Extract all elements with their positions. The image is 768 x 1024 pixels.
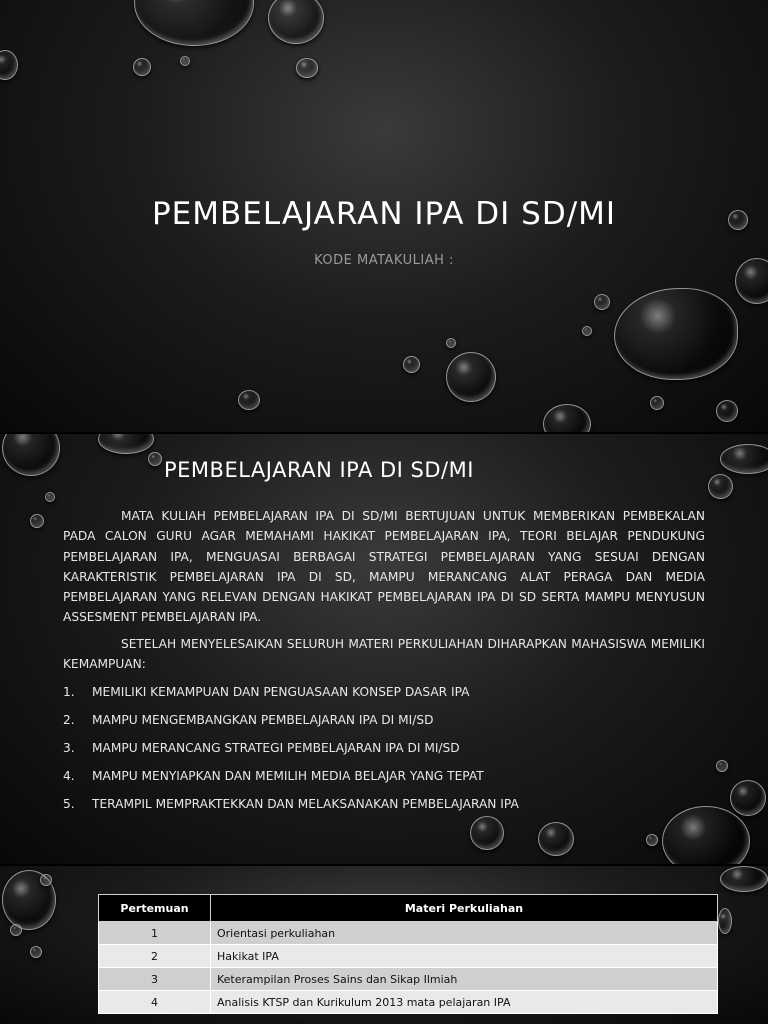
column-header-pertemuan: Pertemuan [99,895,211,922]
water-drop-decoration [582,326,592,336]
slide-title: PEMBELAJARAN IPA DI SD/MI [151,196,617,232]
list-number: 5. [63,797,75,811]
water-drop-decoration [594,294,610,310]
water-drop-decoration [716,760,728,772]
water-drop-decoration [662,806,750,864]
list-number: 3. [63,741,75,755]
water-drop-decoration [2,434,60,476]
water-drop-decoration [403,356,420,373]
column-header-materi: Materi Perkuliahan [211,895,718,922]
water-drop-decoration [543,404,591,432]
water-drop-decoration [718,908,732,934]
cell-materi: Hakikat IPA [211,945,718,968]
water-drop-decoration [650,396,664,410]
water-drop-decoration [180,56,190,66]
course-description [63,506,705,628]
cell-pertemuan: 3 [99,968,211,991]
list-item [63,766,519,794]
water-drop-decoration [10,924,22,936]
list-number: 2. [63,713,75,727]
water-drop-decoration [296,58,318,78]
list-text: MAMPU MENYIAPKAN DAN MEMILIH MEDIA BELAJAR YANG TEPAT [92,769,484,783]
cell-pertemuan: 4 [99,991,211,1014]
water-drop-decoration [40,874,52,886]
water-drop-decoration [148,452,162,466]
slide-subtitle: KODE MATAKULIAH : [314,253,454,268]
course-schedule-table [98,894,718,1014]
water-drop-decoration [720,866,768,892]
water-drop-decoration [134,0,254,46]
table-row [99,991,718,1014]
water-drop-decoration [45,492,55,502]
list-item [63,682,519,710]
water-drop-decoration [133,58,151,76]
cell-pertemuan: 2 [99,945,211,968]
list-text: MAMPU MERANCANG STRATEGI PEMBELAJARAN IPA DI MI/SD [92,741,460,755]
water-drop-decoration [30,514,44,528]
list-text: MAMPU MENGEMBANGKAN PEMBELAJARAN IPA DI MI/SD [92,713,434,727]
competency-list [63,682,519,822]
table-row [99,968,718,991]
competency-intro [63,634,705,675]
list-text: TERAMPIL MEMPRAKTEKKAN DAN MELAKSANAKAN PEMBELAJARAN IPA [92,797,519,811]
table-row [99,922,718,945]
cell-materi: Analisis KTSP dan Kurikulum 2013 mata pelajaran IPA [211,991,718,1014]
water-drop-decoration [716,400,738,422]
list-number: 4. [63,769,75,783]
water-drop-decoration [98,434,154,454]
water-drop-decoration [708,474,733,499]
list-item [63,794,519,822]
table-header-row [99,895,718,922]
water-drop-decoration [446,338,456,348]
cell-pertemuan: 1 [99,922,211,945]
cell-materi: Keterampilan Proses Sains dan Sikap Ilmiah [211,968,718,991]
title-slide [0,0,768,432]
slide-title: PEMBELAJARAN IPA DI SD/MI [164,458,474,482]
water-drop-decoration [538,822,574,856]
water-drop-decoration [238,390,260,410]
water-drop-decoration [720,444,768,474]
list-item [63,738,519,766]
list-text: MEMILIKI KEMAMPUAN DAN PENGUASAAN KONSEP DASAR IPA [92,685,470,699]
water-drop-decoration [646,834,658,846]
water-drop-decoration [446,352,496,402]
table-row [99,945,718,968]
cell-materi: Orientasi perkuliahan [211,922,718,945]
schedule-slide [0,866,768,1024]
water-drop-decoration [0,50,18,80]
water-drop-decoration [614,288,738,380]
competency-intro-text: SETELAH MENYELESAIKAN SELURUH MATERI PERKULIAHAN DIHARAPKAN MAHASISWA MEMILIKI KEMAMPUAN: [63,637,705,672]
water-drop-decoration [30,946,42,958]
list-item [63,710,519,738]
course-description-text: MATA KULIAH PEMBELAJARAN IPA DI SD/MI BERTUJUAN UNTUK MEMBERIKAN PEMBEKALAN PADA CALON GURU AGAR MEMAHAMI HAKIKAT PEMBELAJARAN IPA, TEORI BELAJAR PENDUKUNG PEMBELAJARAN IPA, MENGUASAI BERBAGAI STRATEGI PEMBELAJARAN YANG SESUAI DENGAN KARAKTERISTIK PEMBELAJARAN IPA DI SD, MAMPU MERANCANG ALAT PERAGA DAN MEDIA PEMBELAJARAN YANG RELEVAN DENGAN HAKIKAT PEMBELAJARAN IPA DI SD SERTA MAMPU MENYUSUN ASSESMENT PEMBELAJARAN IPA. [63,509,705,625]
description-slide [0,434,768,864]
list-number: 1. [63,685,75,699]
water-drop-decoration [268,0,324,44]
water-drop-decoration [730,780,766,816]
